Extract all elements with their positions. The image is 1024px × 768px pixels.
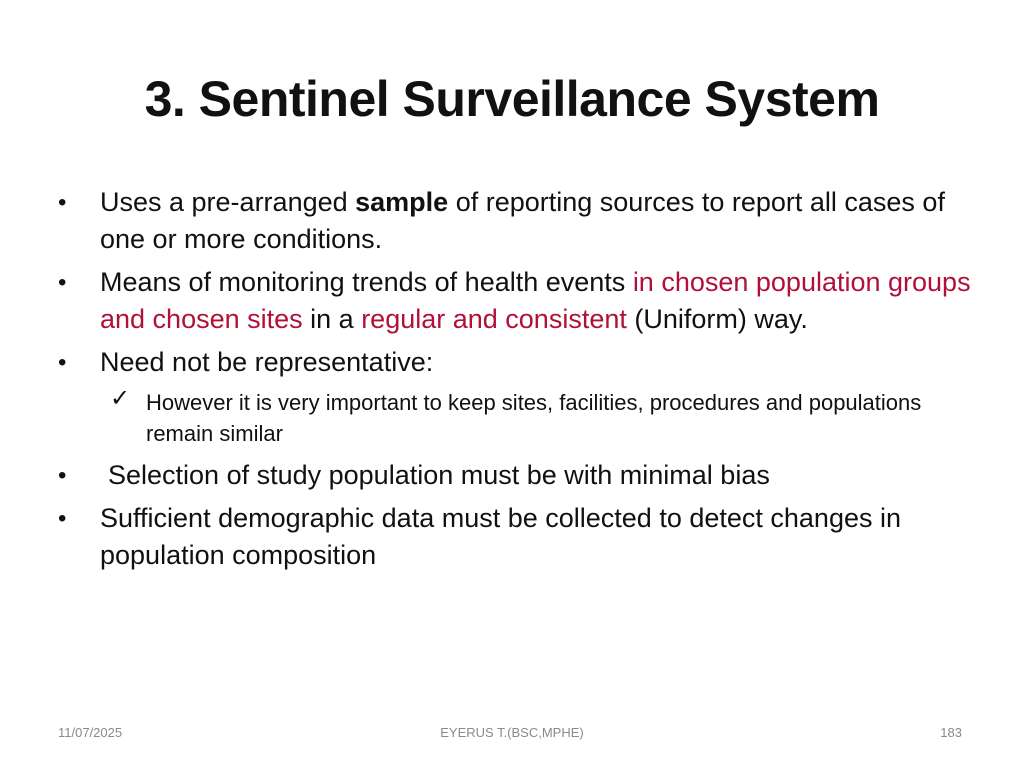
bold-term: sample — [355, 187, 449, 217]
bullet-text: Sufficient demographic data must be collected to detect changes in population composition — [100, 503, 901, 570]
footer-date: 11/07/2025 — [58, 725, 123, 740]
bullet-text: Need not be representative: — [100, 347, 434, 377]
bullet-icon: • — [58, 349, 67, 376]
sub-bullet-text: However it is very important to keep sites, facilities, procedures and populations remain similar — [146, 390, 922, 446]
bullet-icon: • — [58, 505, 67, 532]
highlight-text: in chosen population groups and chosen sites — [100, 267, 971, 334]
bullet-item — [58, 344, 978, 381]
bullet-item — [58, 500, 978, 574]
bullet-item — [58, 184, 978, 258]
bullet-item — [58, 264, 978, 338]
bullet-text: of reporting sources to report all cases of one or more conditions. — [100, 187, 945, 254]
bullet-text: Uses a pre-arranged — [100, 187, 356, 217]
page-number: 183 — [940, 725, 962, 740]
bullet-icon: • — [58, 462, 67, 489]
footer-author: EYERUS T.(BSC,MPHE) — [440, 725, 584, 740]
slide-title: 3. Sentinel Surveillance System — [144, 71, 880, 127]
bullet-text: Means of monitoring trends of health events — [100, 267, 633, 297]
bullet-text: Selection of study population must be with minimal bias — [108, 460, 770, 490]
bullet-icon: • — [58, 269, 67, 296]
checkmark-icon: ✓ — [110, 385, 131, 412]
sub-bullet-item — [58, 387, 978, 449]
bullet-text: in a — [302, 304, 362, 334]
bullet-text: (Uniform) way. — [626, 304, 808, 334]
bullet-item — [58, 457, 978, 494]
highlight-text: regular and consistent — [361, 304, 627, 334]
bullet-icon: • — [58, 189, 67, 216]
bullet-list — [58, 184, 978, 580]
